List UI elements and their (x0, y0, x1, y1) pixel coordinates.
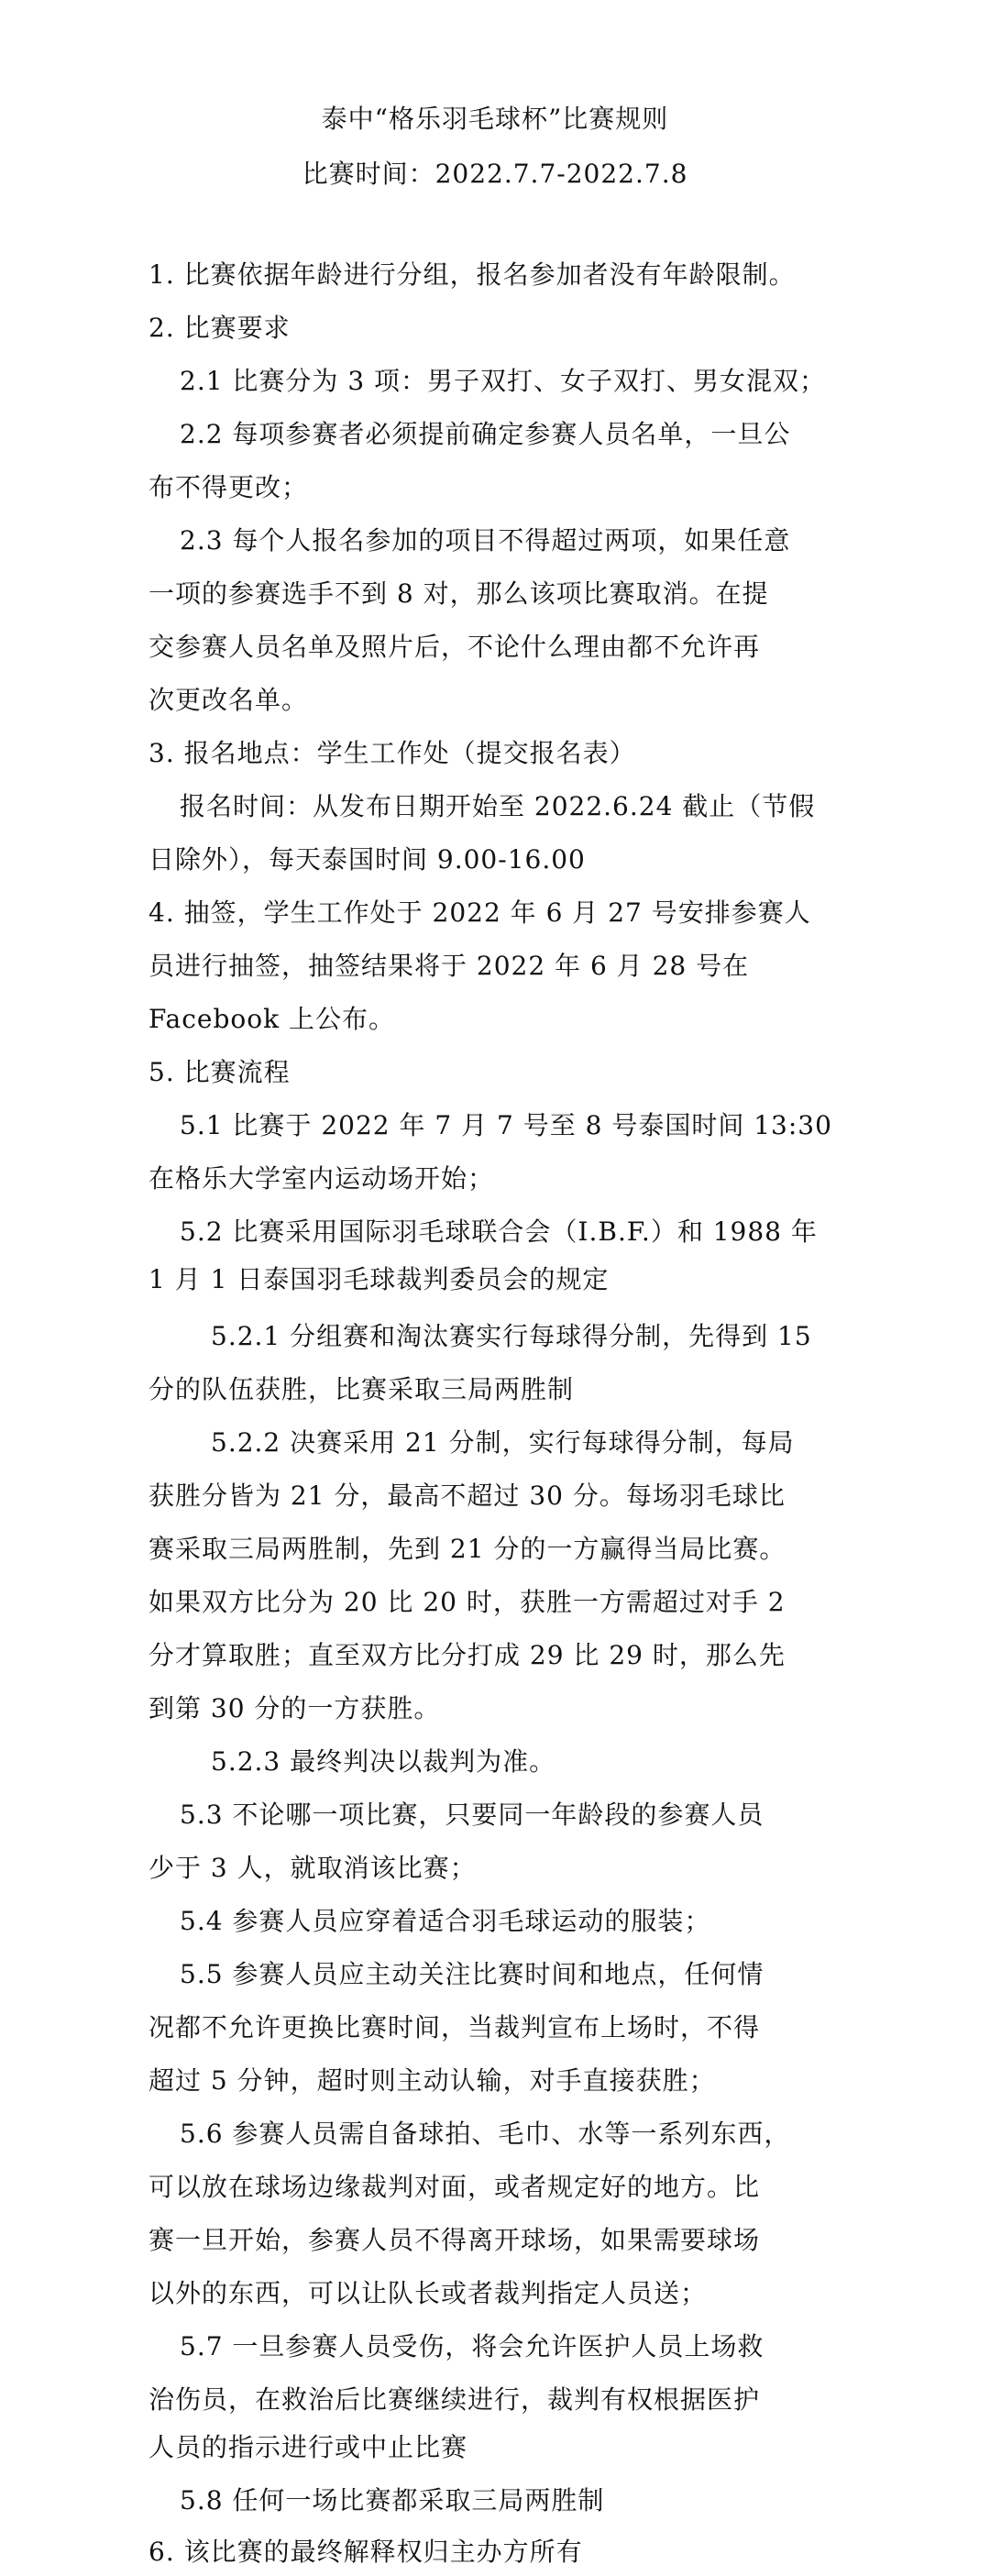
rule-line: 一项的参赛选手不到 8 对，那么该项比赛取消。在提 (148, 578, 769, 609)
rule-line: 报名时间：从发布日期开始至 2022.6.24 截止（节假 (180, 791, 816, 821)
rule-line: 况都不允许更换比赛时间，当裁判宣布上场时，不得 (148, 2012, 761, 2042)
rule-line: 5.5 参赛人员应主动关注比赛时间和地点，任何情 (180, 1959, 764, 1989)
rule-line: 5.2.3 最终判决以裁判为准。 (211, 1746, 556, 1777)
rule-line: 5.6 参赛人员需自备球拍、毛巾、水等一系列东西， (180, 2119, 791, 2149)
rule-line: 2.1 比赛分为 3 项：男子双打、女子双打、男女混双； (180, 366, 827, 396)
rule-line: 1 月 1 日泰国羽毛球裁判委员会的规定 (148, 1264, 610, 1294)
rule-line: 布不得更改； (148, 472, 309, 502)
rule-line: 5.4 参赛人员应穿着适合羽毛球运动的服装； (180, 1906, 711, 1936)
rule-line: 5.2 比赛采用国际羽毛球联合会（I.B.F.）和 1988 年 (180, 1216, 818, 1247)
rule-line: 可以放在球场边缘裁判对面，或者规定好的地方。比 (148, 2172, 761, 2202)
competition-date: 比赛时间：2022.7.7-2022.7.8 (302, 159, 688, 189)
rule-line: 4. 抽签，学生工作处于 2022 年 6 月 27 号安排参赛人 (148, 897, 811, 928)
rule-line: 人员的指示进行或中止比赛 (148, 2432, 468, 2462)
rule-line: 5.7 一旦参赛人员受伤，将会允许医护人员上场救 (180, 2331, 764, 2361)
rule-line: 少于 3 人，就取消该比赛； (148, 1853, 477, 1883)
rule-line: 分才算取胜；直至双方比分打成 29 比 29 时，那么先 (148, 1640, 786, 1670)
rule-line: Facebook 上公布。 (148, 1004, 395, 1034)
rule-line: 6. 该比赛的最终解释权归主办方所有 (148, 2537, 583, 2567)
rule-line: 在格乐大学室内运动场开始； (148, 1163, 495, 1194)
rule-line: 员进行抽签，抽签结果将于 2022 年 6 月 28 号在 (148, 951, 750, 981)
rule-line: 获胜分皆为 21 分，最高不超过 30 分。每场羽毛球比 (148, 1481, 786, 1511)
rule-line: 2. 比赛要求 (148, 313, 291, 343)
rule-line: 如果双方比分为 20 比 20 时，获胜一方需超过对手 2 (148, 1587, 786, 1617)
rule-line: 超过 5 分钟，超时则主动认输，对手直接获胜； (148, 2065, 716, 2096)
rule-line: 分的队伍获胜，比赛采取三局两胜制 (148, 1374, 575, 1404)
rule-line: 治伤员，在救治后比赛继续进行，裁判有权根据医护 (148, 2384, 761, 2415)
rule-line: 5.3 不论哪一项比赛，只要同一年龄段的参赛人员 (180, 1800, 764, 1830)
rule-line: 5.1 比赛于 2022 年 7 月 7 号至 8 号泰国时间 13:30 (180, 1110, 832, 1140)
rule-line: 到第 30 分的一方获胜。 (148, 1693, 441, 1723)
rule-line: 赛一旦开始，参赛人员不得离开球场，如果需要球场 (148, 2225, 761, 2255)
rule-line: 次更改名单。 (148, 685, 309, 715)
rule-line: 2.2 每项参赛者必须提前确定参赛人员名单，一旦公 (180, 419, 791, 449)
rule-line: 5.2.1 分组赛和淘汰赛实行每球得分制，先得到 15 (211, 1321, 812, 1351)
rule-line: 交参赛人员名单及照片后，不论什么理由都不允许再 (148, 632, 761, 662)
rule-line: 3. 报名地点：学生工作处（提交报名表） (148, 738, 636, 768)
rule-line: 5.8 任何一场比赛都采取三局两胜制 (180, 2485, 605, 2515)
rule-line: 5.2.2 决赛采用 21 分制，实行每球得分制，每局 (211, 1427, 795, 1458)
document-title: 泰中“格乐羽毛球杯”比赛规则 (321, 104, 669, 134)
rule-line: 5. 比赛流程 (148, 1057, 291, 1087)
rule-line: 赛采取三局两胜制，先到 21 分的一方赢得当局比赛。 (148, 1534, 786, 1564)
rule-line: 日除外），每天泰国时间 9.00-16.00 (148, 844, 586, 875)
rule-line: 2.3 每个人报名参加的项目不得超过两项，如果任意 (180, 525, 791, 556)
rule-line: 1. 比赛依据年龄进行分组，报名参加者没有年龄限制。 (148, 259, 796, 290)
rule-line: 以外的东西，可以让队长或者裁判指定人员送； (148, 2278, 708, 2308)
